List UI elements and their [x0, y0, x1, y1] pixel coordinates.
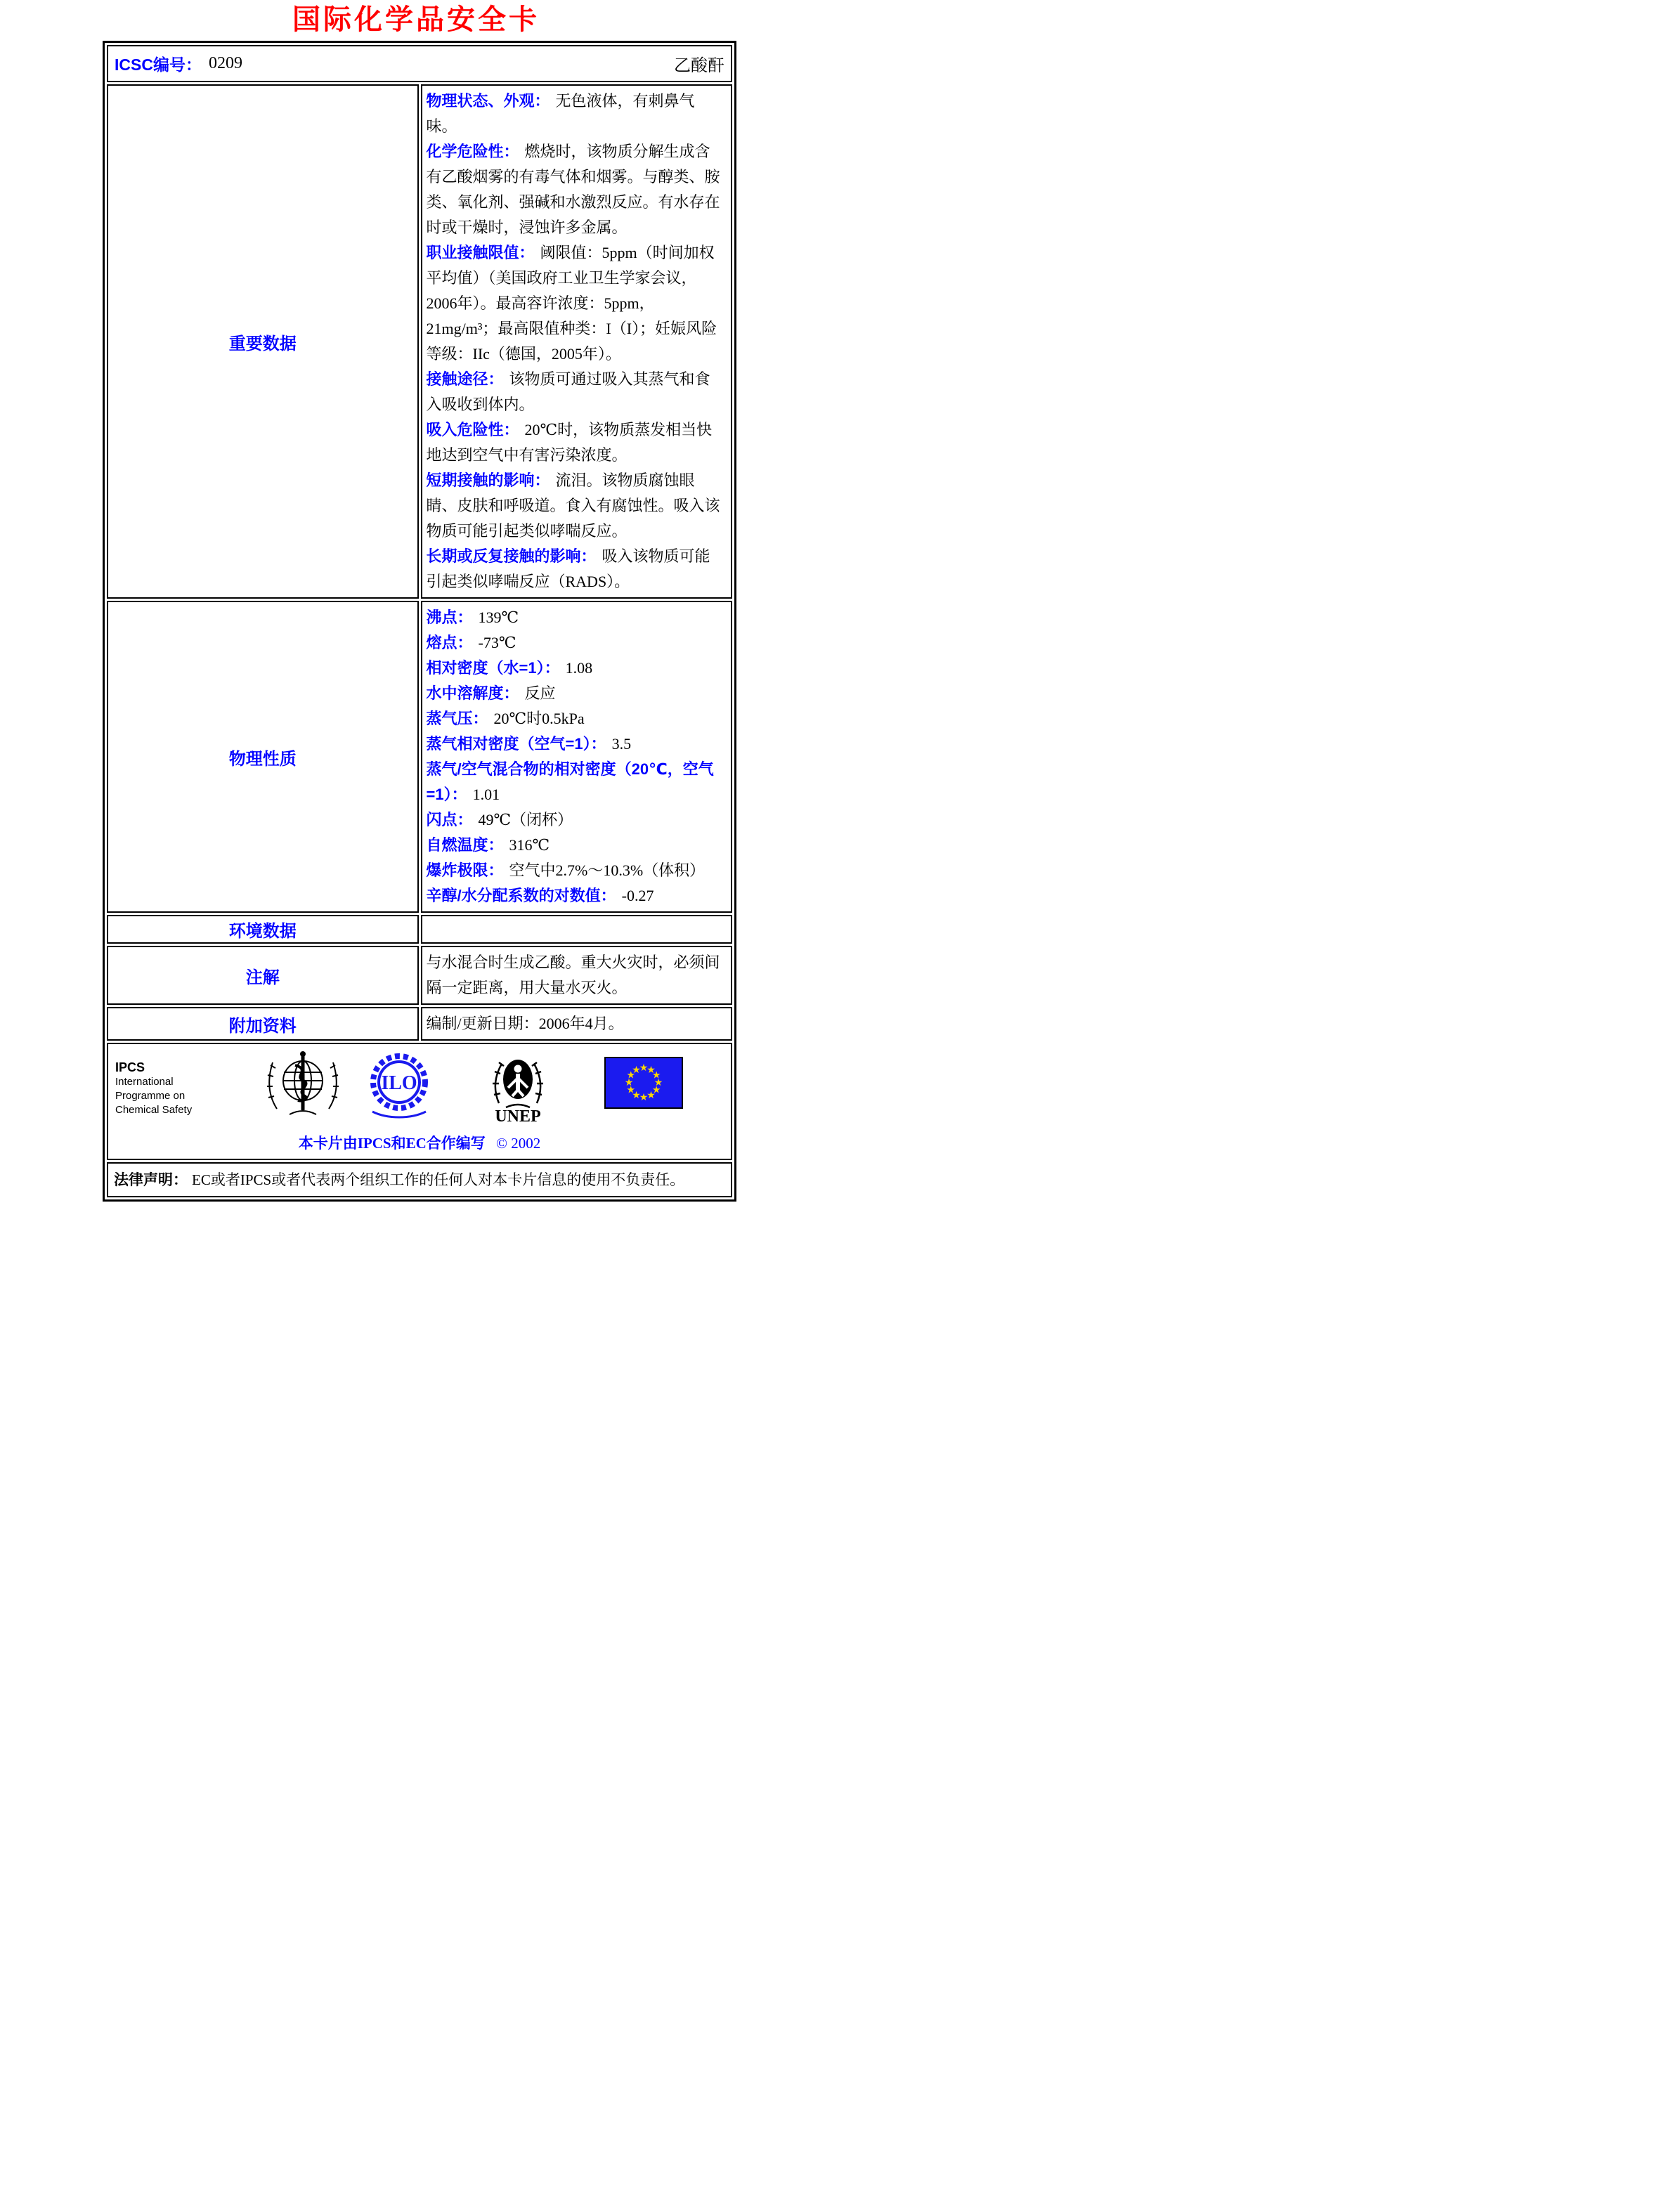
important-item: 吸入危险性： 20℃时，该物质蒸发相当快地达到空气中有害污染浓度。	[426, 421, 713, 464]
svg-text:★: ★	[626, 1069, 636, 1081]
svg-text:★: ★	[654, 1077, 663, 1088]
environment-row-label: 环境数据	[107, 915, 419, 944]
notes-row-label: 注解	[107, 946, 419, 1005]
important-item: 职业接触限值： 阈限值：5ppm（时间加权平均值）（美国政府工业卫生学家会议，2006年）。最高容许浓度：5ppm，21mg/m³；最高限值种类：I（I）；妊娠风险等级：IIc（德国，2005年）。	[426, 244, 717, 363]
important-item: 长期或反复接触的影响： 吸入该物质可能引起类似哮喘反应（RADS）。	[426, 547, 710, 590]
physical-item: 辛醇/水分配系数的对数值： -0.27	[426, 887, 654, 904]
svg-text:★: ★	[624, 1077, 634, 1088]
important-item: 化学危险性： 燃烧时，该物质分解生成含有乙酸烟雾的有毒气体和烟雾。与醇类、胺类、氧化剂、强碱和水激烈反应。有水存在时或干燥时，浸蚀许多金属。	[426, 143, 720, 236]
svg-text:★: ★	[646, 1064, 656, 1076]
ipcs-acronym: IPCS	[115, 1060, 145, 1074]
icsc-table	[103, 41, 736, 1202]
physical-item: 熔点： -73℃	[426, 634, 516, 651]
icsc-number-value: 0209	[208, 54, 242, 72]
environment-content	[421, 915, 733, 944]
environment-row	[107, 915, 732, 944]
ilo-letters: ILO	[381, 1072, 417, 1094]
legal-notice-label: 法律声明：	[114, 1171, 188, 1188]
physical-properties-row	[107, 601, 732, 913]
legal-notice	[107, 1162, 732, 1197]
icsc-number-label: ICSC编号：	[115, 56, 202, 74]
eu-flag-icon	[604, 1057, 683, 1112]
copyright-year: © 2002	[496, 1135, 541, 1152]
additional-info-row	[107, 1007, 732, 1041]
header-row	[107, 45, 732, 82]
legal-notice-text: EC或者IPCS或者代表两个组织工作的任何人对本卡片信息的使用不负责任。	[192, 1171, 685, 1188]
unep-logo-icon	[481, 1050, 555, 1129]
svg-text:★: ★	[651, 1069, 661, 1081]
unep-letters: UNEP	[495, 1107, 541, 1126]
svg-text:★: ★	[632, 1064, 641, 1076]
svg-text:★: ★	[626, 1084, 636, 1096]
physical-item: 相对密度（水=1）： 1.08	[426, 659, 593, 677]
physical-item: 沸点： 139℃	[426, 609, 519, 626]
icsc-card-page	[0, 4, 832, 1188]
physical-properties-content	[421, 601, 733, 913]
physical-properties-row-label: 物理性质	[107, 601, 419, 913]
physical-item: 爆炸极限： 空气中2.7%～10.3%（体积）	[426, 861, 706, 879]
svg-text:★: ★	[632, 1090, 641, 1102]
svg-text:★: ★	[651, 1084, 661, 1096]
svg-text:★: ★	[639, 1062, 649, 1074]
important-data-row	[107, 84, 732, 599]
notes-content: 与水混合时生成乙酸。重大火灾时，必须间隔一定距离，用大量水灭火。	[421, 946, 733, 1005]
important-item: 短期接触的影响： 流泪。该物质腐蚀眼睛、皮肤和呼吸道。食入有腐蚀性。吸入该物质可能引起类似哮喘反应。	[426, 471, 720, 540]
notes-row	[107, 946, 732, 1005]
page-title: 国际化学品安全卡	[292, 4, 540, 35]
important-item: 物理状态、外观： 无色液体，有刺鼻气味。	[426, 92, 695, 135]
physical-item: 蒸气压： 20℃时0.5kPa	[426, 710, 585, 727]
physical-item: 蒸气相对密度（空气=1）： 3.5	[426, 735, 632, 753]
who-logo-icon	[261, 1050, 344, 1124]
ilo-logo-icon	[363, 1050, 436, 1124]
ipcs-text-block: IPCS International Programme on Chemical Safety	[115, 1060, 221, 1117]
physical-item: 自燃温度： 316℃	[426, 836, 550, 854]
chemical-name: 乙酸酐	[674, 57, 724, 75]
legal-row	[107, 1162, 732, 1197]
important-item: 接触途径： 该物质可通过吸入其蒸气和食入吸收到体内。	[426, 370, 710, 413]
important-data-content	[421, 84, 733, 599]
svg-text:★: ★	[646, 1090, 656, 1102]
important-data-row-label: 重要数据	[107, 84, 419, 599]
svg-text:★: ★	[639, 1092, 649, 1103]
physical-item: 闪点： 49℃（闭杯）	[426, 811, 573, 828]
physical-item: 蒸气/空气混合物的相对密度（20℃，空气=1）： 1.01	[426, 760, 714, 803]
cooperation-caption: 本卡片由IPCS和EC合作编写 © 2002	[298, 1135, 541, 1152]
physical-item: 水中溶解度： 反应	[426, 684, 556, 702]
additional-info-row-label: 附加资料	[107, 1007, 419, 1041]
logos-row	[107, 1043, 732, 1160]
additional-info-content: 编制/更新日期：2006年4月。	[421, 1007, 733, 1041]
